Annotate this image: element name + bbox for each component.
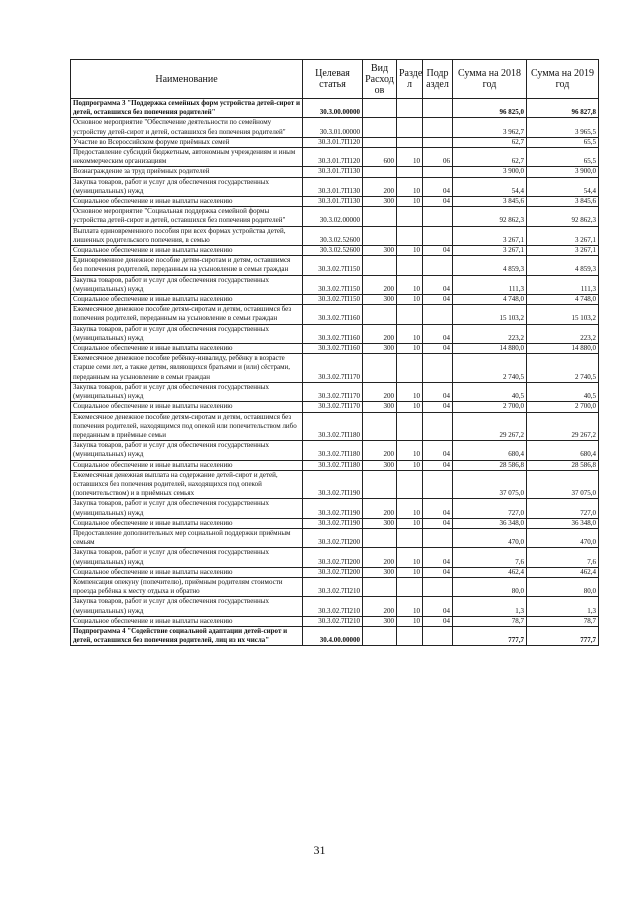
row-target-article: 30.3.02.7П170 [303,354,363,383]
row-name: Единовременное денежное пособие детям-сиротам и детям, оставшимся без попечения родителей, переданным на усыновление в семьи граждан [71,256,303,275]
row-subsection [423,256,453,275]
row-section: 10 [397,616,423,626]
row-target-article: 30.3.02.7П150 [303,256,363,275]
row-name: Подпрограмма 3 "Поддержка семейных форм устройства детей-сирот и детей, оставшихся без попечения родителей" [71,99,303,118]
row-sum-2019: 92 862,3 [527,207,599,226]
row-sum-2019: 14 880,0 [527,344,599,354]
row-subsection [423,167,453,177]
row-section [397,305,423,324]
table-row [71,226,599,245]
table-header-row [71,60,599,99]
header-section: Разде л [397,60,423,99]
row-expense-kind: 200 [363,499,397,518]
row-target-article: 30.3.02.7П190 [303,499,363,518]
row-subsection: 04 [423,548,453,567]
row-subsection: 06 [423,148,453,167]
header-subsection: Подр аздел [423,60,453,99]
row-name: Вознаграждение за труд приёмных родителей [71,167,303,177]
row-sum-2018: 1,3 [453,597,527,616]
row-expense-kind: 300 [363,246,397,256]
row-expense-kind: 600 [363,148,397,167]
row-section: 10 [397,499,423,518]
row-sum-2019: 4 748,0 [527,295,599,305]
row-expense-kind [363,577,397,596]
row-subsection [423,528,453,547]
row-sum-2019: 727,0 [527,499,599,518]
header-sum-2019: Сумма на 2019 год [527,60,599,99]
row-sum-2019: 37 075,0 [527,470,599,499]
row-target-article: 30.3.02.7П160 [303,344,363,354]
row-sum-2019: 3 267,1 [527,246,599,256]
header-name: Наименование [71,60,303,99]
row-target-article: 30.3.02.52600 [303,226,363,245]
row-target-article: 30.3.00.00000 [303,99,363,118]
row-name: Социальное обеспечение и иные выплаты населению [71,246,303,256]
row-section [397,528,423,547]
row-target-article: 30.3.02.7П210 [303,597,363,616]
row-section [397,412,423,441]
row-name: Социальное обеспечение и иные выплаты населению [71,402,303,412]
row-sum-2019: 29 267,2 [527,412,599,441]
row-name: Закупка товаров, работ и услуг для обеспечения государственных (муниципальных) нужд [71,548,303,567]
table-row [71,597,599,616]
row-section: 10 [397,344,423,354]
row-sum-2019: 65,5 [527,148,599,167]
row-target-article: 30.3.02.7П180 [303,460,363,470]
row-sum-2018: 3 900,0 [453,167,527,177]
row-section [397,256,423,275]
row-subsection: 04 [423,197,453,207]
row-name: Ежемесячная денежная выплата на содержание детей-сирот и детей, оставшихся без попечения родителей, находящихся под опекой (попечительством) и в приёмных семьях [71,470,303,499]
row-name: Ежемесячное денежное пособие детям-сиротам и детям, оставшимся без попечения родителей, переданным на усыновление в семьи граждан [71,305,303,324]
row-subsection: 04 [423,382,453,401]
row-expense-kind: 300 [363,295,397,305]
row-name: Закупка товаров, работ и услуг для обеспечения государственных (муниципальных) нужд [71,382,303,401]
row-subsection: 04 [423,402,453,412]
table-row [71,197,599,207]
row-target-article: 30.3.02.7П180 [303,412,363,441]
row-subsection [423,470,453,499]
row-section [397,626,423,645]
row-target-article: 30.3.02.7П160 [303,324,363,343]
row-subsection: 04 [423,295,453,305]
row-expense-kind [363,167,397,177]
row-expense-kind: 200 [363,177,397,196]
row-sum-2018: 80,0 [453,577,527,596]
row-target-article: 30.3.02.7П180 [303,441,363,460]
row-target-article: 30.3.02.7П200 [303,567,363,577]
row-sum-2019: 223,2 [527,324,599,343]
row-sum-2019: 78,7 [527,616,599,626]
row-sum-2018: 470,0 [453,528,527,547]
row-subsection [423,118,453,137]
row-section [397,577,423,596]
row-subsection [423,99,453,118]
row-name: Закупка товаров, работ и услуг для обеспечения государственных (муниципальных) нужд [71,177,303,196]
row-sum-2019: 2 740,5 [527,354,599,383]
row-section: 10 [397,177,423,196]
table-row [71,344,599,354]
row-name: Закупка товаров, работ и услуг для обеспечения государственных (муниципальных) нужд [71,499,303,518]
table-row [71,412,599,441]
row-target-article: 30.3.02.7П210 [303,616,363,626]
table-row [71,441,599,460]
row-name: Социальное обеспечение и иные выплаты населению [71,567,303,577]
row-sum-2018: 29 267,2 [453,412,527,441]
row-section: 10 [397,148,423,167]
row-subsection: 04 [423,246,453,256]
row-expense-kind: 300 [363,402,397,412]
row-subsection: 04 [423,567,453,577]
row-name: Участие во Всероссийском форуме приёмных семей [71,137,303,147]
table-row [71,402,599,412]
row-subsection [423,354,453,383]
row-name: Закупка товаров, работ и услуг для обеспечения государственных (муниципальных) нужд [71,275,303,294]
row-target-article: 30.3.02.7П190 [303,518,363,528]
row-section [397,226,423,245]
header-sum-2018: Сумма на 2018 год [453,60,527,99]
table-row [71,324,599,343]
table-row [71,137,599,147]
table-row [71,577,599,596]
table-row [71,548,599,567]
row-target-article: 30.3.02.7П190 [303,470,363,499]
table-row [71,118,599,137]
row-section: 10 [397,518,423,528]
row-expense-kind [363,99,397,118]
row-expense-kind: 300 [363,616,397,626]
row-expense-kind [363,354,397,383]
row-subsection: 04 [423,616,453,626]
row-section [397,137,423,147]
row-expense-kind: 200 [363,548,397,567]
row-sum-2019: 96 827,8 [527,99,599,118]
table-row [71,305,599,324]
row-name: Компенсация опекуну (попечителю), приёмным родителям стоимости проезда ребёнка к месту отдыха и обратно [71,577,303,596]
row-name: Подпрограмма 4 "Содействие социальной адаптации детей-сирот и детей, оставшихся без попечения родителей, лиц из их числа" [71,626,303,645]
row-sum-2018: 40,5 [453,382,527,401]
row-target-article: 30.3.02.7П170 [303,402,363,412]
row-sum-2019: 36 348,0 [527,518,599,528]
row-sum-2018: 78,7 [453,616,527,626]
row-sum-2018: 3 267,1 [453,226,527,245]
row-sum-2018: 62,7 [453,137,527,147]
row-name: Закупка товаров, работ и услуг для обеспечения государственных (муниципальных) нужд [71,597,303,616]
row-sum-2019: 65,5 [527,137,599,147]
table-row [71,382,599,401]
row-section [397,167,423,177]
row-expense-kind [363,528,397,547]
row-name: Основное мероприятие "Социальная поддержка семейной формы устройства детей-сирот и детей, оставшихся без попечения родителей" [71,207,303,226]
row-section: 10 [397,324,423,343]
row-expense-kind: 200 [363,275,397,294]
row-subsection: 04 [423,177,453,196]
row-name: Закупка товаров, работ и услуг для обеспечения государственных (муниципальных) нужд [71,324,303,343]
budget-table [70,59,599,646]
table-row [71,177,599,196]
row-target-article: 30.3.02.52600 [303,246,363,256]
row-section: 10 [397,402,423,412]
table-row [71,207,599,226]
row-target-article: 30.3.02.7П170 [303,382,363,401]
table-row [71,148,599,167]
row-subsection: 04 [423,597,453,616]
row-expense-kind: 300 [363,344,397,354]
row-sum-2019: 462,4 [527,567,599,577]
row-sum-2019: 28 586,8 [527,460,599,470]
table-row [71,354,599,383]
header-expense-kind: Вид Расход ов [363,60,397,99]
row-target-article: 30.3.02.7П150 [303,295,363,305]
row-section [397,470,423,499]
row-name: Социальное обеспечение и иные выплаты населению [71,295,303,305]
row-expense-kind: 300 [363,567,397,577]
row-name: Закупка товаров, работ и услуг для обеспечения государственных (муниципальных) нужд [71,441,303,460]
row-expense-kind: 300 [363,460,397,470]
row-expense-kind: 300 [363,518,397,528]
row-sum-2018: 28 586,8 [453,460,527,470]
table-row [71,518,599,528]
row-subsection: 04 [423,518,453,528]
row-subsection [423,226,453,245]
row-sum-2018: 727,0 [453,499,527,518]
row-sum-2018: 7,6 [453,548,527,567]
row-target-article: 30.3.02.7П150 [303,275,363,294]
row-subsection: 04 [423,499,453,518]
row-sum-2018: 14 880,0 [453,344,527,354]
row-section: 10 [397,295,423,305]
row-sum-2018: 2 700,0 [453,402,527,412]
row-sum-2019: 4 859,3 [527,256,599,275]
row-name: Социальное обеспечение и иные выплаты населению [71,460,303,470]
table-row [71,528,599,547]
row-subsection [423,207,453,226]
row-name: Социальное обеспечение и иные выплаты населению [71,616,303,626]
table-row [71,295,599,305]
row-section: 10 [397,382,423,401]
row-target-article: 30.3.01.7П130 [303,167,363,177]
row-section [397,99,423,118]
row-expense-kind [363,305,397,324]
row-subsection [423,137,453,147]
row-sum-2018: 3 962,7 [453,118,527,137]
row-name: Ежемесячное денежное пособие детям-сиротам и детям, оставшимся без попечения родителей, находящимся под опекой или попечительством либо переданным в приёмные семьи [71,412,303,441]
table-row [71,167,599,177]
row-sum-2018: 15 103,2 [453,305,527,324]
row-sum-2018: 2 740,5 [453,354,527,383]
row-sum-2018: 96 825,0 [453,99,527,118]
row-sum-2018: 3 267,1 [453,246,527,256]
row-expense-kind [363,226,397,245]
row-sum-2018: 3 845,6 [453,197,527,207]
row-section: 10 [397,548,423,567]
row-section: 10 [397,275,423,294]
page-number: 31 [313,843,326,857]
table-body [71,99,599,646]
row-section: 10 [397,197,423,207]
row-sum-2018: 37 075,0 [453,470,527,499]
row-target-article: 30.3.02.7П160 [303,305,363,324]
row-sum-2018: 4 859,3 [453,256,527,275]
table-row [71,499,599,518]
row-sum-2018: 4 748,0 [453,295,527,305]
row-section: 10 [397,246,423,256]
row-target-article: 30.3.01.7П130 [303,177,363,196]
row-sum-2019: 777,7 [527,626,599,645]
table-row [71,460,599,470]
row-section: 10 [397,460,423,470]
row-section: 10 [397,597,423,616]
row-expense-kind: 200 [363,597,397,616]
row-target-article: 30.3.01.7П120 [303,137,363,147]
row-section: 10 [397,567,423,577]
row-name: Основное мероприятие "Обеспечение деятельности по семейному устройству детей-сирот и детей, оставшихся без попечения родителей" [71,118,303,137]
row-expense-kind: 200 [363,324,397,343]
row-expense-kind [363,137,397,147]
row-expense-kind: 200 [363,382,397,401]
row-target-article: 30.3.01.7П130 [303,197,363,207]
row-sum-2019: 40,5 [527,382,599,401]
table-row [71,626,599,645]
row-expense-kind: 200 [363,441,397,460]
row-target-article: 30.3.01.00000 [303,118,363,137]
row-subsection [423,626,453,645]
row-sum-2018: 92 862,3 [453,207,527,226]
row-sum-2018: 777,7 [453,626,527,645]
row-target-article: 30.3.02.7П200 [303,548,363,567]
row-sum-2018: 62,7 [453,148,527,167]
row-sum-2018: 111,3 [453,275,527,294]
row-sum-2019: 54,4 [527,177,599,196]
row-subsection [423,412,453,441]
row-name: Социальное обеспечение и иные выплаты населению [71,518,303,528]
row-sum-2019: 470,0 [527,528,599,547]
row-sum-2019: 680,4 [527,441,599,460]
row-sum-2018: 36 348,0 [453,518,527,528]
row-subsection: 04 [423,275,453,294]
row-subsection [423,305,453,324]
row-section [397,354,423,383]
row-sum-2019: 3 900,0 [527,167,599,177]
row-subsection: 04 [423,441,453,460]
table-row [71,246,599,256]
row-name: Выплата единовременного пособия при всех формах устройства детей, лишенных родительского попечения, в семью [71,226,303,245]
row-sum-2018: 223,2 [453,324,527,343]
row-expense-kind [363,470,397,499]
row-expense-kind [363,412,397,441]
row-name: Предоставление дополнительных мер социальной поддержки приёмным семьям [71,528,303,547]
row-name: Ежемесячное денежное пособие ребёнку-инвалиду, ребёнку в возрасте старше семи лет, а также детям, являющихся братьями и (или) сёстрами, переданным на усыновление в семьи граждан [71,354,303,383]
row-section [397,207,423,226]
header-target-article: Целевая статья [303,60,363,99]
row-name: Социальное обеспечение и иные выплаты населению [71,197,303,207]
row-target-article: 30.3.02.7П210 [303,577,363,596]
row-subsection: 04 [423,344,453,354]
row-sum-2019: 3 965,5 [527,118,599,137]
table-row [71,275,599,294]
row-sum-2019: 111,3 [527,275,599,294]
row-target-article: 30.3.02.7П200 [303,528,363,547]
row-section: 10 [397,441,423,460]
table-row [71,99,599,118]
row-expense-kind: 300 [363,197,397,207]
row-name: Социальное обеспечение и иные выплаты населению [71,344,303,354]
row-expense-kind [363,256,397,275]
row-sum-2019: 1,3 [527,597,599,616]
row-sum-2018: 680,4 [453,441,527,460]
row-target-article: 30.4.00.00000 [303,626,363,645]
row-expense-kind [363,207,397,226]
row-sum-2018: 462,4 [453,567,527,577]
row-target-article: 30.3.01.7П120 [303,148,363,167]
table-row [71,616,599,626]
row-subsection: 04 [423,324,453,343]
row-sum-2019: 15 103,2 [527,305,599,324]
row-expense-kind [363,626,397,645]
row-sum-2019: 3 845,6 [527,197,599,207]
row-name: Предоставление субсидий бюджетным, автономным учреждениям и иным некоммерческим организациям [71,148,303,167]
row-subsection: 04 [423,460,453,470]
row-section [397,118,423,137]
row-sum-2019: 80,0 [527,577,599,596]
row-sum-2019: 7,6 [527,548,599,567]
row-sum-2019: 3 267,1 [527,226,599,245]
table-row [71,470,599,499]
table-row [71,567,599,577]
table-row [71,256,599,275]
row-subsection [423,577,453,596]
row-sum-2019: 2 700,0 [527,402,599,412]
row-sum-2018: 54,4 [453,177,527,196]
row-expense-kind [363,118,397,137]
row-target-article: 30.3.02.00000 [303,207,363,226]
